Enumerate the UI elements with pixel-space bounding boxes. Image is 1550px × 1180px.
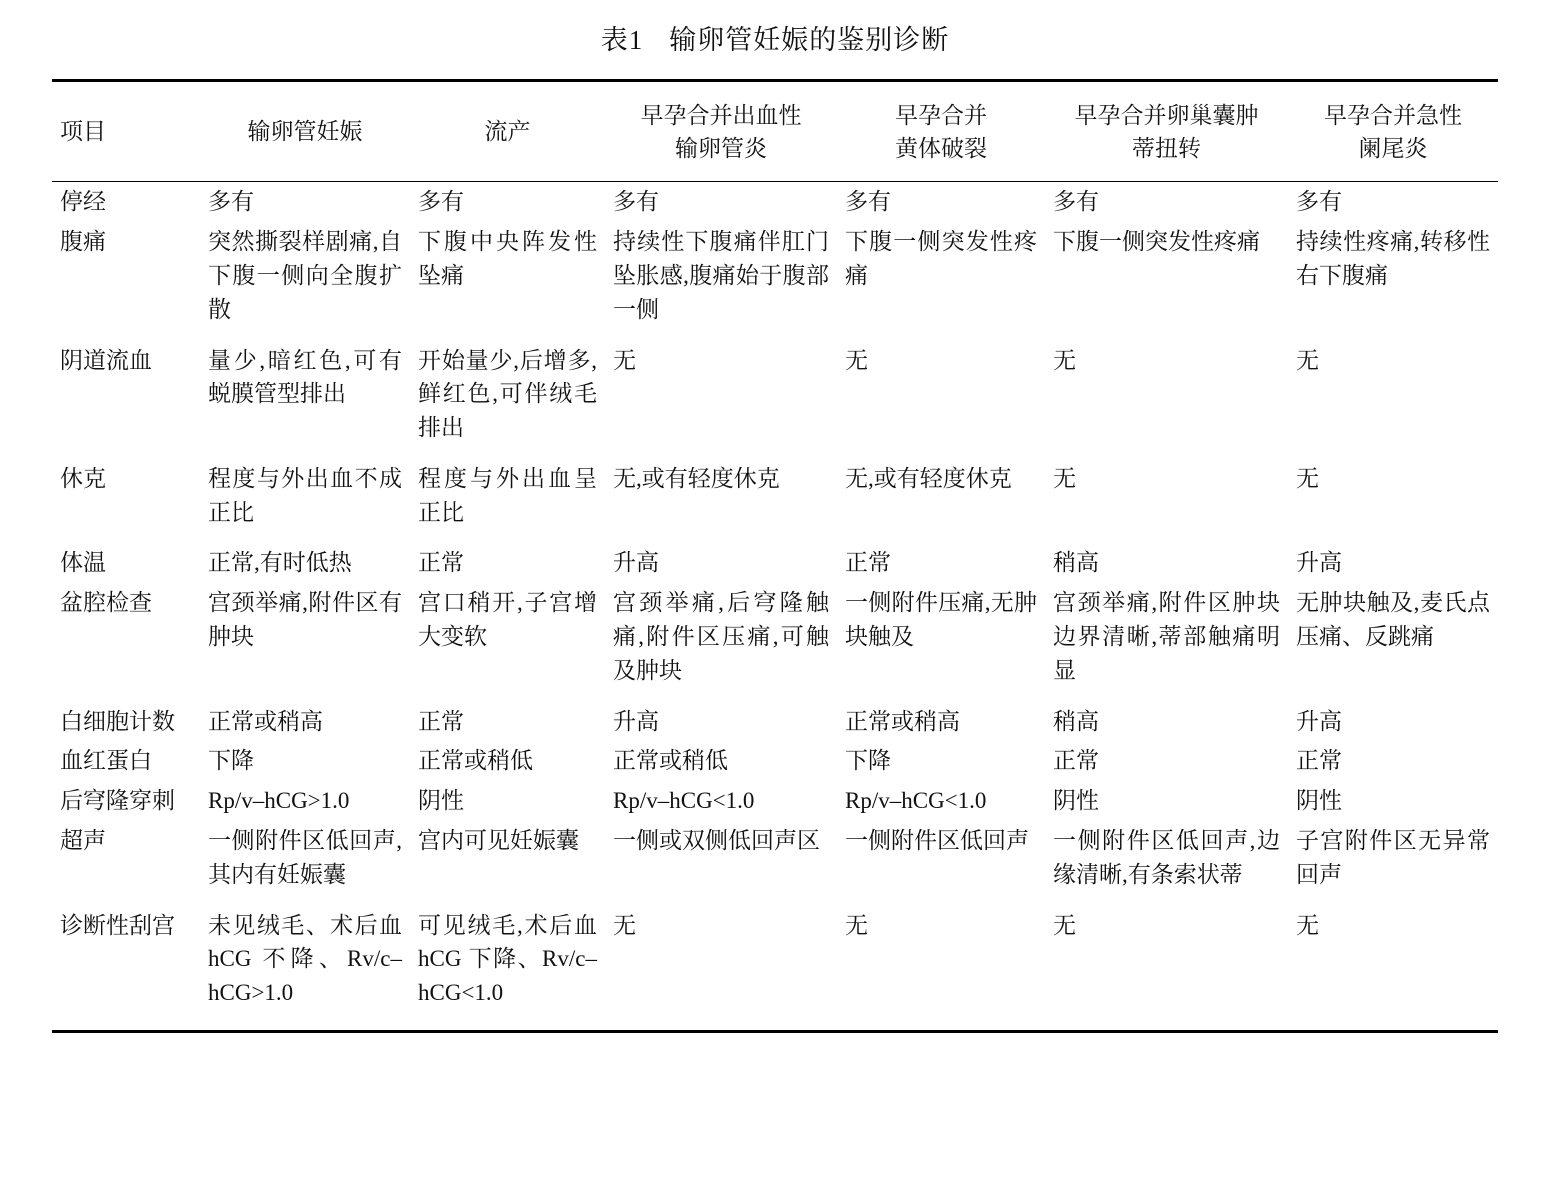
row-label: 血红蛋白 xyxy=(60,748,152,774)
table-cell: 无 xyxy=(1296,347,1319,373)
table-cell: 下腹中央阵发性坠痛 xyxy=(418,229,597,288)
table-cell: 无肿块触及,麦氏点压痛、反跳痛 xyxy=(1296,590,1490,650)
row-label: 后穹隆穿刺 xyxy=(60,788,175,814)
column-header-abortion xyxy=(410,81,605,182)
column-header-item-line1: 项目 xyxy=(60,119,106,145)
table-cell: 持续性疼痛,转移性右下腹痛 xyxy=(1296,229,1490,288)
table-cell: 一侧附件区低回声,边缘清晰,有条索状蒂 xyxy=(1053,828,1280,887)
table-header-row xyxy=(52,81,1498,182)
table-row xyxy=(52,459,1498,544)
table-cell: 量少,暗红色,可有蜕膜管型排出 xyxy=(208,347,402,407)
row-label: 体温 xyxy=(60,550,106,576)
column-header-tubal-pregnancy-line1: 输卵管妊娠 xyxy=(247,119,363,145)
table-cell: 无 xyxy=(613,347,636,373)
table-cell: 开始量少,后增多,鲜红色,可伴绒毛排出 xyxy=(418,347,597,441)
column-header-ovarian-cyst-torsion-line1: 早孕合并卵巢囊肿 xyxy=(1074,103,1259,128)
table-cell: 宫内可见妊娠囊 xyxy=(418,828,579,854)
table-cell: 无 xyxy=(1053,465,1076,491)
table-bottom-rule xyxy=(52,1030,1498,1033)
row-label: 停经 xyxy=(60,189,106,215)
table-cell: 子宫附件区无异常回声 xyxy=(1296,828,1490,887)
table-cell: 稍高 xyxy=(1053,550,1099,576)
table-header xyxy=(52,81,1498,182)
column-header-corpus-luteum-rupture xyxy=(837,81,1045,182)
table-row xyxy=(52,583,1498,701)
table-cell: 程度与外出血呈正比 xyxy=(418,465,597,525)
column-header-ovarian-cyst-torsion xyxy=(1045,81,1288,182)
table-cell: 多有 xyxy=(208,189,254,215)
row-label: 腹痛 xyxy=(60,229,106,255)
table-cell: 正常 xyxy=(418,550,464,576)
table-cell: 无,或有轻度休克 xyxy=(613,465,780,491)
table-cell: 阴性 xyxy=(418,788,464,814)
table-cell: 持续性下腹痛伴肛门坠胀感,腹痛始于腹部一侧 xyxy=(613,229,829,322)
table-cell: 下腹一侧突发性疼痛 xyxy=(845,229,1037,288)
column-header-acute-appendicitis-line1: 早孕合并急性 xyxy=(1324,103,1462,128)
table-cell: 正常或稍低 xyxy=(613,748,728,774)
table-cell: 正常或稍高 xyxy=(845,708,960,734)
column-header-tubal-pregnancy xyxy=(200,81,410,182)
differential-diagnosis-table xyxy=(52,79,1498,1024)
table-cell: 无 xyxy=(845,347,868,373)
table-cell: 正常 xyxy=(845,550,891,576)
table-cell: 一侧或双侧低回声区 xyxy=(613,828,820,854)
table-cell: 正常 xyxy=(1053,748,1099,774)
table-cell: 无 xyxy=(845,912,868,938)
table-cell: 一侧附件区低回声 xyxy=(845,828,1029,854)
table-row xyxy=(52,906,1498,1024)
table-caption-number: 表1 xyxy=(600,25,644,55)
table-row xyxy=(52,741,1498,781)
table-cell: 多有 xyxy=(1296,189,1342,215)
column-header-item xyxy=(52,81,200,182)
table-cell: 阴性 xyxy=(1053,788,1099,814)
column-header-hemorrhagic-salpingitis-line1: 早孕合并出血性 xyxy=(640,103,802,128)
table-cell: 无,或有轻度休克 xyxy=(845,465,1012,491)
table-cell: 升高 xyxy=(1296,708,1342,734)
table-cell: 宫颈举痛,附件区肿块边界清晰,蒂部触痛明显 xyxy=(1053,590,1280,683)
table-cell: 升高 xyxy=(1296,550,1342,576)
table-cell: 下腹一侧突发性疼痛 xyxy=(1053,229,1260,255)
table-cell: 多有 xyxy=(418,189,464,215)
table-cell: 正常或稍高 xyxy=(208,708,323,734)
table-cell: 稍高 xyxy=(1053,708,1099,734)
table-row xyxy=(52,341,1498,459)
table-cell: Rp/v–hCG<1.0 xyxy=(613,788,755,814)
table-row xyxy=(52,222,1498,340)
table-cell: 下降 xyxy=(845,748,891,774)
table-cell: 阴性 xyxy=(1296,788,1342,814)
column-header-hemorrhagic-salpingitis xyxy=(605,81,837,182)
table-row xyxy=(52,182,1498,222)
table-cell: 未见绒毛、术后血 hCG 不降、Rv/c–hCG>1.0 xyxy=(208,912,402,1006)
table-cell: 无 xyxy=(1053,347,1076,373)
table-cell: 正常或稍低 xyxy=(418,748,533,774)
table-cell: 多有 xyxy=(1053,189,1099,215)
table-cell: 无 xyxy=(1296,465,1319,491)
column-header-ovarian-cyst-torsion-line2: 蒂扭转 xyxy=(1132,135,1201,161)
table-cell: 升高 xyxy=(613,550,659,576)
table-cell: Rp/v–hCG<1.0 xyxy=(845,788,987,814)
row-label: 超声 xyxy=(60,828,106,854)
table-cell: 多有 xyxy=(845,189,891,215)
row-label: 盆腔检查 xyxy=(60,590,152,616)
column-header-acute-appendicitis xyxy=(1288,81,1498,182)
row-label: 阴道流血 xyxy=(60,347,152,373)
table-cell: 一侧附件压痛,无肿块触及 xyxy=(845,590,1037,650)
table-cell: 升高 xyxy=(613,708,659,734)
table-cell: 正常 xyxy=(1296,748,1342,774)
row-label: 白细胞计数 xyxy=(60,708,175,734)
table-cell: 宫颈举痛,附件区有肿块 xyxy=(208,590,402,650)
column-header-corpus-luteum-rupture-line1: 早孕合并 xyxy=(895,103,987,128)
table-cell: 正常,有时低热 xyxy=(208,550,352,576)
table-cell: 突然撕裂样剧痛,自下腹一侧向全腹扩散 xyxy=(208,229,402,322)
table-body xyxy=(52,182,1498,1024)
table-cell: 正常 xyxy=(418,708,464,734)
table-cell: 下降 xyxy=(208,748,254,774)
table-cell: 无 xyxy=(1053,912,1076,938)
column-header-corpus-luteum-rupture-line2: 黄体破裂 xyxy=(895,135,987,161)
table-cell: 宫口稍开,子宫增大变软 xyxy=(418,590,597,650)
table-cell: 多有 xyxy=(613,189,659,215)
table-cell: Rp/v–hCG>1.0 xyxy=(208,788,350,814)
column-header-hemorrhagic-salpingitis-line2: 输卵管炎 xyxy=(675,135,767,161)
table-row xyxy=(52,781,1498,821)
column-header-acute-appendicitis-line2: 阑尾炎 xyxy=(1358,135,1428,161)
table-cell: 程度与外出血不成正比 xyxy=(208,465,402,525)
table-cell: 可见绒毛,术后血 hCG 下降、Rv/c–hCG<1.0 xyxy=(418,912,597,1006)
table-cell: 宫颈举痛,后穹隆触痛,附件区压痛,可触及肿块 xyxy=(613,590,829,683)
row-label: 诊断性刮宫 xyxy=(60,912,175,938)
table-row xyxy=(52,702,1498,742)
table-row xyxy=(52,543,1498,583)
row-label: 休克 xyxy=(60,465,106,491)
table-row xyxy=(52,821,1498,906)
table-caption xyxy=(52,0,1498,79)
table-cell: 一侧附件区低回声,其内有妊娠囊 xyxy=(208,828,402,887)
table-cell: 无 xyxy=(613,912,636,938)
column-header-abortion-line1: 流产 xyxy=(484,119,531,145)
table-cell: 无 xyxy=(1296,912,1319,938)
table-caption-title: 输卵管妊娠的鉴别诊断 xyxy=(669,25,950,55)
